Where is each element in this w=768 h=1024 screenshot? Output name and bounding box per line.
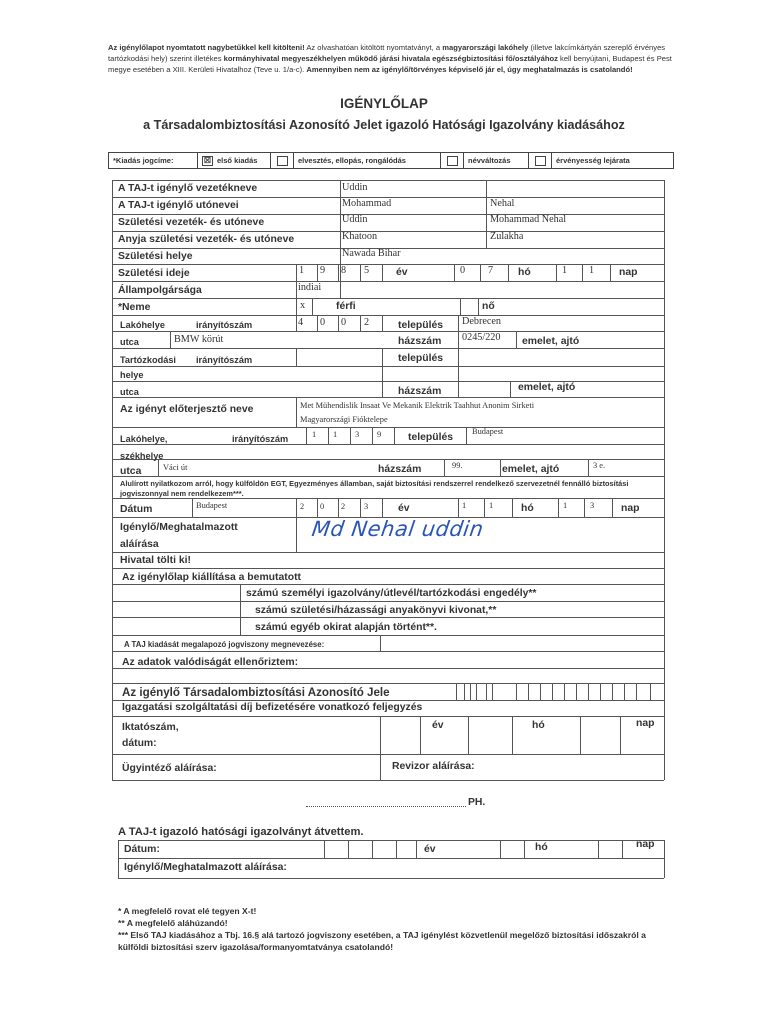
applicant-signature[interactable]: Md Nehal uddin <box>310 517 486 541</box>
expiry-checkbox-cell[interactable] <box>529 153 552 168</box>
stay-town-label: település <box>398 353 444 364</box>
birthname1-value[interactable]: Uddin <box>342 214 368 225</box>
seat-label-2: székhelye <box>120 451 164 461</box>
form-divider <box>492 683 493 700</box>
form-divider <box>158 459 159 476</box>
form-rule <box>112 635 664 636</box>
form-rule <box>112 568 664 569</box>
form-rule <box>112 668 664 669</box>
issue-reason-row <box>108 152 674 169</box>
date-month-digit-2[interactable]: 1 <box>489 501 494 510</box>
form-title: IGÉNYLŐLAP <box>340 96 428 111</box>
form-divider <box>516 331 517 348</box>
seat-floor-label: emelet, ajtó <box>502 464 560 475</box>
form-rule <box>112 552 664 553</box>
form-divider <box>466 427 467 444</box>
intro-text-2: Az olvashatóan kitöltött nyomtatványt, a <box>304 43 443 52</box>
surname-value[interactable]: Uddin <box>342 182 368 193</box>
sex-male-label: férfi <box>336 301 356 312</box>
received-day-label: nap <box>636 839 655 850</box>
form-rule <box>118 878 664 879</box>
form-divider <box>296 298 297 315</box>
form-divider <box>476 683 477 700</box>
submitter-label: Az igényt előterjesztő neve <box>120 404 254 415</box>
form-divider <box>350 427 351 444</box>
form-rule <box>112 651 664 652</box>
date-place-value[interactable]: Budapest <box>196 501 228 510</box>
seat-street-value[interactable]: Váci út <box>163 463 188 472</box>
form-divider <box>486 180 487 248</box>
fee-label: Igazgatási szolgáltatási díj befizetésére vonatkozó feljegyzés <box>122 702 423 713</box>
form-divider <box>470 683 471 700</box>
intro-bold-1: Az igénylőlapot nyomtatott nagybetűkkel kell kitölteni! <box>108 43 305 52</box>
form-divider <box>192 498 193 517</box>
intro-text-6: kell benyújtani, Budapest és Pest megye esetében a XIII. Kerületi Hivatalhoz (Teve u. 1/a-c). <box>108 53 672 74</box>
form-divider <box>360 315 361 331</box>
stay-street-label: utca <box>120 387 139 397</box>
zip-digit-3[interactable]: 0 <box>341 317 347 328</box>
footnote-2: ** A megfelelő aláhúzandó! <box>118 918 228 928</box>
form-divider <box>382 498 383 517</box>
form-divider <box>480 264 481 281</box>
birthplace-label: Születési helye <box>118 251 193 262</box>
lost-checkbox[interactable] <box>277 156 288 166</box>
date-year-digit-1[interactable]: 2 <box>300 502 305 511</box>
form-rule <box>112 331 664 332</box>
form-divider <box>510 381 511 397</box>
seat-town-label: település <box>408 432 454 443</box>
date-year-digit-3[interactable]: 2 <box>341 502 346 511</box>
form-divider <box>312 298 313 315</box>
form-divider <box>394 427 395 444</box>
date-year-label: év <box>398 503 410 514</box>
form-rule <box>112 231 664 232</box>
stay-zip-label: irányítószám <box>196 355 253 365</box>
stay-floor-label: emelet, ajtó <box>518 382 576 393</box>
form-rule <box>112 617 664 618</box>
form-divider <box>324 840 325 858</box>
birth-year-digit-1[interactable]: 1 <box>299 265 305 276</box>
form-divider <box>118 840 119 878</box>
form-divider <box>576 683 577 700</box>
fee-month-label: hó <box>532 720 545 731</box>
taj-label: Az igénylő Társadalombiztosítási Azonosító Jele <box>122 686 390 699</box>
footnote-3: *** Első TAJ kiadásához a Tbj. 16.§ alá tartozó jogviszony esetében, a TAJ igénylést közvetlenül megelőző biztosítási időszakról a külföldi biztosítási szerv igazolása/formanyomtatványa csatolandó! <box>118 930 646 952</box>
form-divider <box>478 298 479 315</box>
verified-label: Az adatok valódiságát ellenőriztem: <box>122 657 299 668</box>
seat-floor-value[interactable]: 3 e. <box>593 461 606 470</box>
filedate-label: dátum: <box>122 738 157 749</box>
form-subtitle: a Társadalombiztosítási Azonosító Jelet igazoló Hatósági Igazolvány kiadásához <box>143 118 625 132</box>
form-rule <box>112 381 664 382</box>
stay-label-2: helye <box>120 370 144 380</box>
birth-year-digit-2[interactable]: 9 <box>320 265 326 276</box>
birthdate-label: Születési ideje <box>118 268 190 279</box>
form-rule <box>118 858 664 859</box>
form-divider <box>380 754 381 780</box>
seat-zip-digit-4[interactable]: 9 <box>377 430 382 439</box>
residence-street-label: utca <box>120 337 139 347</box>
birth-year-digit-4[interactable]: 5 <box>364 265 370 276</box>
birth-day-label: nap <box>619 267 638 278</box>
form-divider <box>484 498 485 517</box>
birth-month-label: hó <box>518 267 531 278</box>
submitter-value-1[interactable]: Met Mühendislik Insaat Ve Mekanik Elektrik Taahhut Anonim Sirketi <box>300 401 535 410</box>
form-divider <box>380 716 381 754</box>
form-divider <box>296 397 297 427</box>
form-divider <box>464 683 465 700</box>
form-divider <box>552 683 553 700</box>
date-year-digit-4[interactable]: 3 <box>364 502 369 511</box>
form-rule <box>118 840 664 841</box>
seat-town-value[interactable]: Budapest <box>472 427 504 436</box>
date-label: Dátum <box>120 504 153 515</box>
clerk-signature-label: Ügyintéző aláírása: <box>122 763 217 774</box>
signer-label: Igénylő/Meghatalmazott <box>120 522 238 533</box>
form-divider <box>340 180 341 298</box>
form-divider <box>382 348 383 397</box>
form-divider <box>588 683 589 700</box>
form-rule <box>112 214 664 215</box>
form-divider <box>600 683 601 700</box>
form-divider <box>512 716 513 754</box>
form-divider <box>416 840 417 858</box>
intro-bold-5: kormányhivatal megyeszékhelyen működő járási hivatala egészségbiztosítási fő/osztályához <box>223 53 558 63</box>
intro-bold-7: Amennyiben nem az igénylő/törvényes képviselő jár el, úgy meghatalmazás is csatolandó! <box>306 64 633 74</box>
namechange-checkbox-cell[interactable] <box>441 153 464 168</box>
office-label: Hivatal tölti ki! <box>120 555 192 566</box>
form-divider <box>612 683 613 700</box>
date-day-digit-2[interactable]: 3 <box>590 501 595 510</box>
form-rule <box>112 348 664 349</box>
sex-female-label: nő <box>482 301 495 312</box>
givenname-label: A TAJ-t igénylő utónevei <box>118 200 239 211</box>
form-divider <box>622 840 623 858</box>
birthname2-value[interactable]: Mohammad Nehal <box>490 214 567 225</box>
first-issue-label: első kiadás <box>217 156 258 165</box>
citizenship-label: Állampolgársága <box>118 285 202 296</box>
form-rule <box>112 584 664 585</box>
form-divider <box>317 264 318 281</box>
received-year-label: év <box>424 844 436 855</box>
form-divider <box>360 264 361 281</box>
form-divider <box>620 716 621 754</box>
form-divider <box>500 840 501 858</box>
form-divider <box>636 683 637 700</box>
received-label: A TAJ-t igazoló hatósági igazolványt átvettem. <box>118 826 364 838</box>
mother2-value[interactable]: Zulakha <box>490 231 524 242</box>
form-rule <box>112 700 664 701</box>
doc3-label: számú egyéb okirat alapján történt**. <box>255 622 437 633</box>
seat-label: Lakóhelye, <box>120 434 168 444</box>
namechange-checkbox[interactable] <box>447 156 458 166</box>
form-divider <box>558 498 559 517</box>
form-rule <box>112 683 664 684</box>
form-rule <box>112 397 664 398</box>
form-divider <box>382 264 383 281</box>
received-signer-label: Igénylő/Meghatalmazott aláírása: <box>124 862 287 873</box>
date-month-digit-1[interactable]: 1 <box>462 501 467 510</box>
form-divider <box>348 840 349 858</box>
birth-day-digit-1[interactable]: 1 <box>562 265 568 276</box>
sex-label: *Neme <box>118 302 151 313</box>
form-rule <box>112 754 664 755</box>
form-divider <box>328 427 329 444</box>
form-rule <box>112 459 664 460</box>
form-divider <box>516 683 517 700</box>
residence-zip-label: irányítószám <box>196 320 253 330</box>
intro-text <box>108 43 673 75</box>
form-divider <box>584 498 585 517</box>
form-rule <box>112 427 664 428</box>
form-divider <box>650 683 651 700</box>
stamp-line <box>306 806 466 807</box>
form-divider <box>456 683 457 700</box>
auditor-signature-label: Revizor aláírása: <box>392 761 475 772</box>
form-divider <box>338 315 339 331</box>
form-divider <box>296 264 297 281</box>
date-month-label: hó <box>521 503 534 514</box>
form-divider <box>338 264 339 281</box>
lost-label: elvesztés, ellopás, rongálódás <box>294 153 441 168</box>
received-date-label: Dátum: <box>124 844 160 855</box>
residence-floor-label: emelet, ajtó <box>522 336 580 347</box>
seat-street-label: utca <box>120 466 142 477</box>
issue-reason-label: *Kiadás jogcíme: <box>109 153 198 168</box>
form-divider <box>582 264 583 281</box>
footnote-1: * A megfelelő rovat elé tegyen X-t! <box>118 906 257 916</box>
residence-label: Lakóhelye <box>120 320 165 330</box>
first-issue-checkbox[interactable]: ☒ <box>203 155 212 165</box>
filenum-label: Iktatószám, <box>122 722 179 733</box>
given1-value[interactable]: Mohammad <box>342 198 392 209</box>
form-divider <box>306 427 307 444</box>
received-month-label: hó <box>535 842 548 853</box>
form-rule <box>112 780 664 781</box>
doc1-label: számú személyi igazolvány/útlevél/tartózkodási engedély** <box>246 588 537 599</box>
lost-checkbox-cell[interactable] <box>271 153 294 168</box>
form-divider <box>454 264 455 281</box>
form-divider <box>380 635 381 651</box>
form-rule <box>112 298 664 299</box>
form-rule <box>112 476 664 477</box>
form-divider <box>556 264 557 281</box>
residence-town-label: település <box>398 320 444 331</box>
form-divider <box>420 716 421 754</box>
form-divider <box>624 683 625 700</box>
form-rule <box>112 366 664 367</box>
birthplace-value[interactable]: Nawada Bihar <box>342 248 401 259</box>
namechange-label: névváltozás <box>464 153 529 168</box>
form-divider <box>512 498 513 517</box>
form-divider <box>296 315 297 331</box>
seat-zip-digit-1[interactable]: 1 <box>312 430 317 439</box>
fee-day-label: nap <box>636 718 655 729</box>
form-divider <box>460 298 461 315</box>
expiry-checkbox[interactable] <box>535 156 546 166</box>
mother1-value[interactable]: Khatoon <box>342 231 378 242</box>
birthname-label: Születési vezeték- és utóneve <box>118 217 265 228</box>
form-divider <box>240 584 241 635</box>
form-rule <box>112 444 664 445</box>
date-year-digit-2[interactable]: 0 <box>320 502 325 511</box>
form-rule <box>112 601 664 602</box>
form-divider <box>610 264 611 281</box>
submitter-value-2[interactable]: Magyarországi Fióktelepe <box>300 415 388 424</box>
form-divider <box>468 716 469 754</box>
intro-text-4: (illetve lakcímkártyán szereplő érvényes tartózkodási hely) szerint illetékes <box>108 43 666 63</box>
birth-day-digit-2[interactable]: 1 <box>589 265 595 276</box>
form-divider <box>444 459 445 476</box>
legal-basis-label: A TAJ kiadását megalapozó jogviszony megnevezése: <box>124 640 325 649</box>
fee-year-label: év <box>432 720 444 731</box>
seat-zip-digit-3[interactable]: 3 <box>355 430 360 439</box>
stay-label: Tartózkodási <box>120 355 176 365</box>
surname-label: A TAJ-t igénylő vezetékneve <box>118 183 258 194</box>
form-divider <box>170 331 171 348</box>
seat-housenum-label: házszám <box>378 464 422 475</box>
zip-digit-1[interactable]: 4 <box>298 317 304 328</box>
footnotes <box>118 905 678 953</box>
seat-zip-label: irányítószám <box>232 434 289 444</box>
form-divider <box>112 180 113 780</box>
form-divider <box>598 840 599 858</box>
residence-town-value[interactable]: Debrecen <box>462 316 502 327</box>
form-divider <box>338 498 339 517</box>
form-divider <box>580 716 581 754</box>
seat-zip-digit-2[interactable]: 1 <box>333 430 338 439</box>
expiry-label: érvényesség lejárata <box>556 156 630 165</box>
form-divider <box>372 427 373 444</box>
form-divider <box>458 348 459 397</box>
stamp-label: PH. <box>468 797 486 808</box>
mothername-label: Anyja születési vezeték- és utóneve <box>118 234 295 245</box>
form-divider <box>360 498 361 517</box>
given2-value[interactable]: Nehal <box>490 198 515 209</box>
declaration-text: Alulírott nyilatkozom arról, hogy külföldön EGT, Egyezményes államban, saját biztosítási rendszerrel rendelkező szervezetnél fennálló biztosítási jogviszonnyal nem rendelkezem***. <box>120 479 629 498</box>
form-divider <box>540 683 541 700</box>
form-divider <box>564 683 565 700</box>
form-divider <box>296 348 297 366</box>
form-divider <box>458 315 459 348</box>
form-divider <box>372 840 373 858</box>
zip-digit-4[interactable]: 2 <box>364 317 370 328</box>
stay-housenum-label: házszám <box>398 386 442 397</box>
form-divider <box>612 498 613 517</box>
form-divider <box>458 498 459 517</box>
seat-housenum-value[interactable]: 99. <box>452 461 463 470</box>
citizenship-value[interactable]: indiai <box>298 282 322 293</box>
birth-year-digit-3[interactable]: 8 <box>341 265 347 276</box>
form-divider <box>382 315 383 331</box>
form-divider <box>528 683 529 700</box>
issued-label: Az igénylőlap kiállítása a bemutatott <box>122 572 301 583</box>
form-divider <box>296 498 297 517</box>
birth-month-digit-1[interactable]: 0 <box>460 265 466 276</box>
residence-housenum-label: házszám <box>398 336 442 347</box>
date-day-label: nap <box>621 503 640 514</box>
birth-month-digit-2[interactable]: 7 <box>488 265 494 276</box>
form-divider <box>317 315 318 331</box>
form-divider <box>396 840 397 858</box>
doc2-label: számú születési/házassági anyakönyvi kivonat,** <box>255 605 497 616</box>
form-rule <box>112 180 664 181</box>
form-rule <box>112 281 664 282</box>
form-divider <box>500 459 501 476</box>
form-divider <box>486 683 487 700</box>
sex-male-mark[interactable]: x <box>300 300 306 311</box>
date-day-digit-1[interactable]: 1 <box>563 501 568 510</box>
zip-digit-2[interactable]: 0 <box>320 317 326 328</box>
form-divider <box>664 840 665 878</box>
form-divider <box>317 498 318 517</box>
signer-label-2: aláírása <box>120 539 159 550</box>
form-divider <box>524 840 525 858</box>
form-divider <box>296 281 297 298</box>
birth-year-label: év <box>396 267 408 278</box>
form-divider <box>588 459 589 476</box>
form-rule <box>112 716 664 717</box>
form-divider <box>508 264 509 281</box>
residence-street-value[interactable]: BMW körút <box>174 334 224 345</box>
form-rule <box>112 315 664 316</box>
form-divider <box>296 517 297 552</box>
intro-bold-3: magyarországi lakóhely <box>442 43 529 52</box>
residence-housenum-value[interactable]: 0245/220 <box>462 332 501 343</box>
issue-first-option[interactable] <box>198 153 271 168</box>
